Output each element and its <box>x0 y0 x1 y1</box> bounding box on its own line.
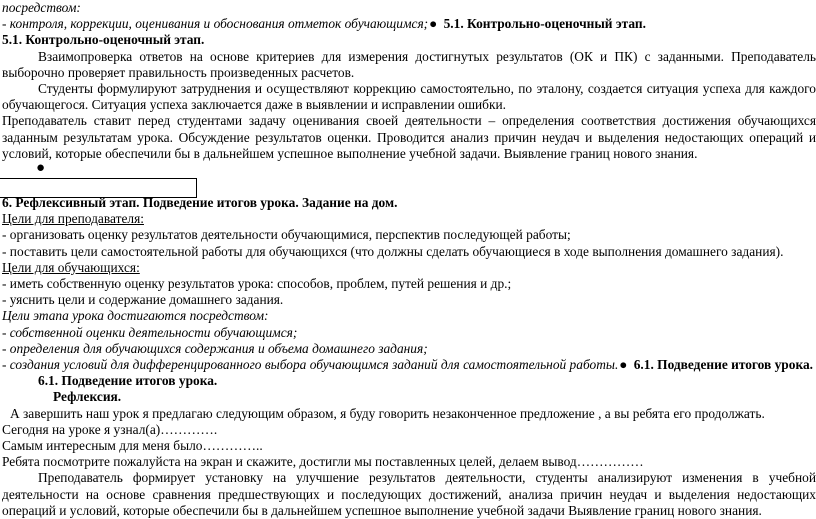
table-fragment <box>2 162 816 195</box>
control-heading-inline: 5.1. Контрольно-оценочный этап. <box>440 16 646 32</box>
achieved-2: - определения для обучающихся содержания и объема домашнего задания; <box>2 340 428 356</box>
reflection-prompt-3: Ребята посмотрите пожалуйста на экран и скажите, достигли мы поставленных целей, делаем вывод…………… <box>2 454 644 470</box>
reflection-prompt-2: Самым интересным для меня было………….. <box>2 438 263 454</box>
paragraph-peer-review <box>2 49 816 81</box>
goal-teacher-1: - организовать оценку результатов деятельности обучающимися, перспектив последующей работы; <box>2 227 571 243</box>
control-text: - контроля, коррекции, оценивания и обоснования отметок обучающимся; <box>2 16 429 32</box>
goal-student-1: - иметь собственную оценку результатов урока: способов, проблем, путей решения и др.; <box>2 276 512 292</box>
bullet-icon: ● <box>429 16 438 32</box>
paragraph-peer-review-text: Взаимопроверка ответов на основе критериев для измерения достигнутых результатов (ОК и ПК) с заданными. Преподаватель выборочно проверяет правильность произведенных расчетов. <box>2 48 816 80</box>
paragraph-final-text: Преподаватель формирует установку на улучшение результатов деятельности, студенты анализируют изменения в учебной деятельности на основе сравнения предшествующих и последующих достижений, анализа причин неудач и выделения недостающих операций и условий, которые обеспечили бы в дальнейшем успешное выполнение учебной задачи Выявление границ нового знания. <box>2 470 816 518</box>
paragraph-final <box>2 470 816 519</box>
line-control <box>2 16 816 32</box>
heading-6: 6. Рефлексивный этап. Подведение итогов урока. Задание на дом. <box>2 195 398 211</box>
heading-5-1: 5.1. Контрольно-оценочный этап. <box>2 32 205 48</box>
paragraph-teacher-task <box>2 113 816 162</box>
paragraph-teacher-task-text: Преподаватель ставит перед студентами задачу оценивания своей деятельности – определения соответствия достижения обучающихся заданным результатам урока. Обсуждение результатов оценки. Проводится анализ причин неудач и выделения недостающих операций и условий, которые обеспечили бы в дальнейшем успешное выполнение учебной задачи. Выявление границ нового знания. <box>2 113 816 161</box>
achieved-3-heading-inline: 6.1. Подведение итогов урока. <box>630 357 814 373</box>
goal-teacher-2: - поставить цели самостоятельной работы для обучающихся (что должны сделать обучающиеся в ходе выполнения домашнего задания). <box>2 243 784 259</box>
paragraph-students <box>2 81 816 113</box>
heading-6-1: 6.1. Подведение итогов урока. <box>38 373 218 389</box>
reflection-prompt-1: Сегодня на уроке я узнал(а)…………. <box>2 421 218 437</box>
goals-students-heading: Цели для обучающихся: <box>2 259 140 275</box>
bullet-icon: ● <box>619 357 628 373</box>
achieved-3: - создания условий для дифференцированного выбора обучающимся заданий для самостоятельной работы. <box>2 357 619 373</box>
reflection-intro: А завершить наш урок я предлагаю следующим образом, я буду говорить незаконченное предложение , а вы ребята его продолжать. <box>10 405 765 421</box>
reflection-heading: Рефлексия. <box>53 389 122 405</box>
table-cell <box>0 178 197 198</box>
achieved-heading: Цели этапа урока достигаются посредством: <box>2 308 269 324</box>
goals-teacher-heading: Цели для преподавателя: <box>2 211 144 227</box>
table-bullet-icon: ● <box>36 160 46 177</box>
achieved-1: - собственной оценки деятельности обучающимся; <box>2 324 298 340</box>
line-posredstvom: посредством: <box>2 0 81 15</box>
paragraph-students-text: Студенты формулируют затруднения и осуществляют коррекцию самостоятельно, по эталону, создается ситуация успеха для каждого обучающегося. Ситуация успеха заключается даже в выявлении и исправлении ошибки. <box>2 81 816 113</box>
achieved-3-line <box>2 357 816 373</box>
goal-student-2: - уяснить цели и содержание домашнего задания. <box>2 292 284 308</box>
